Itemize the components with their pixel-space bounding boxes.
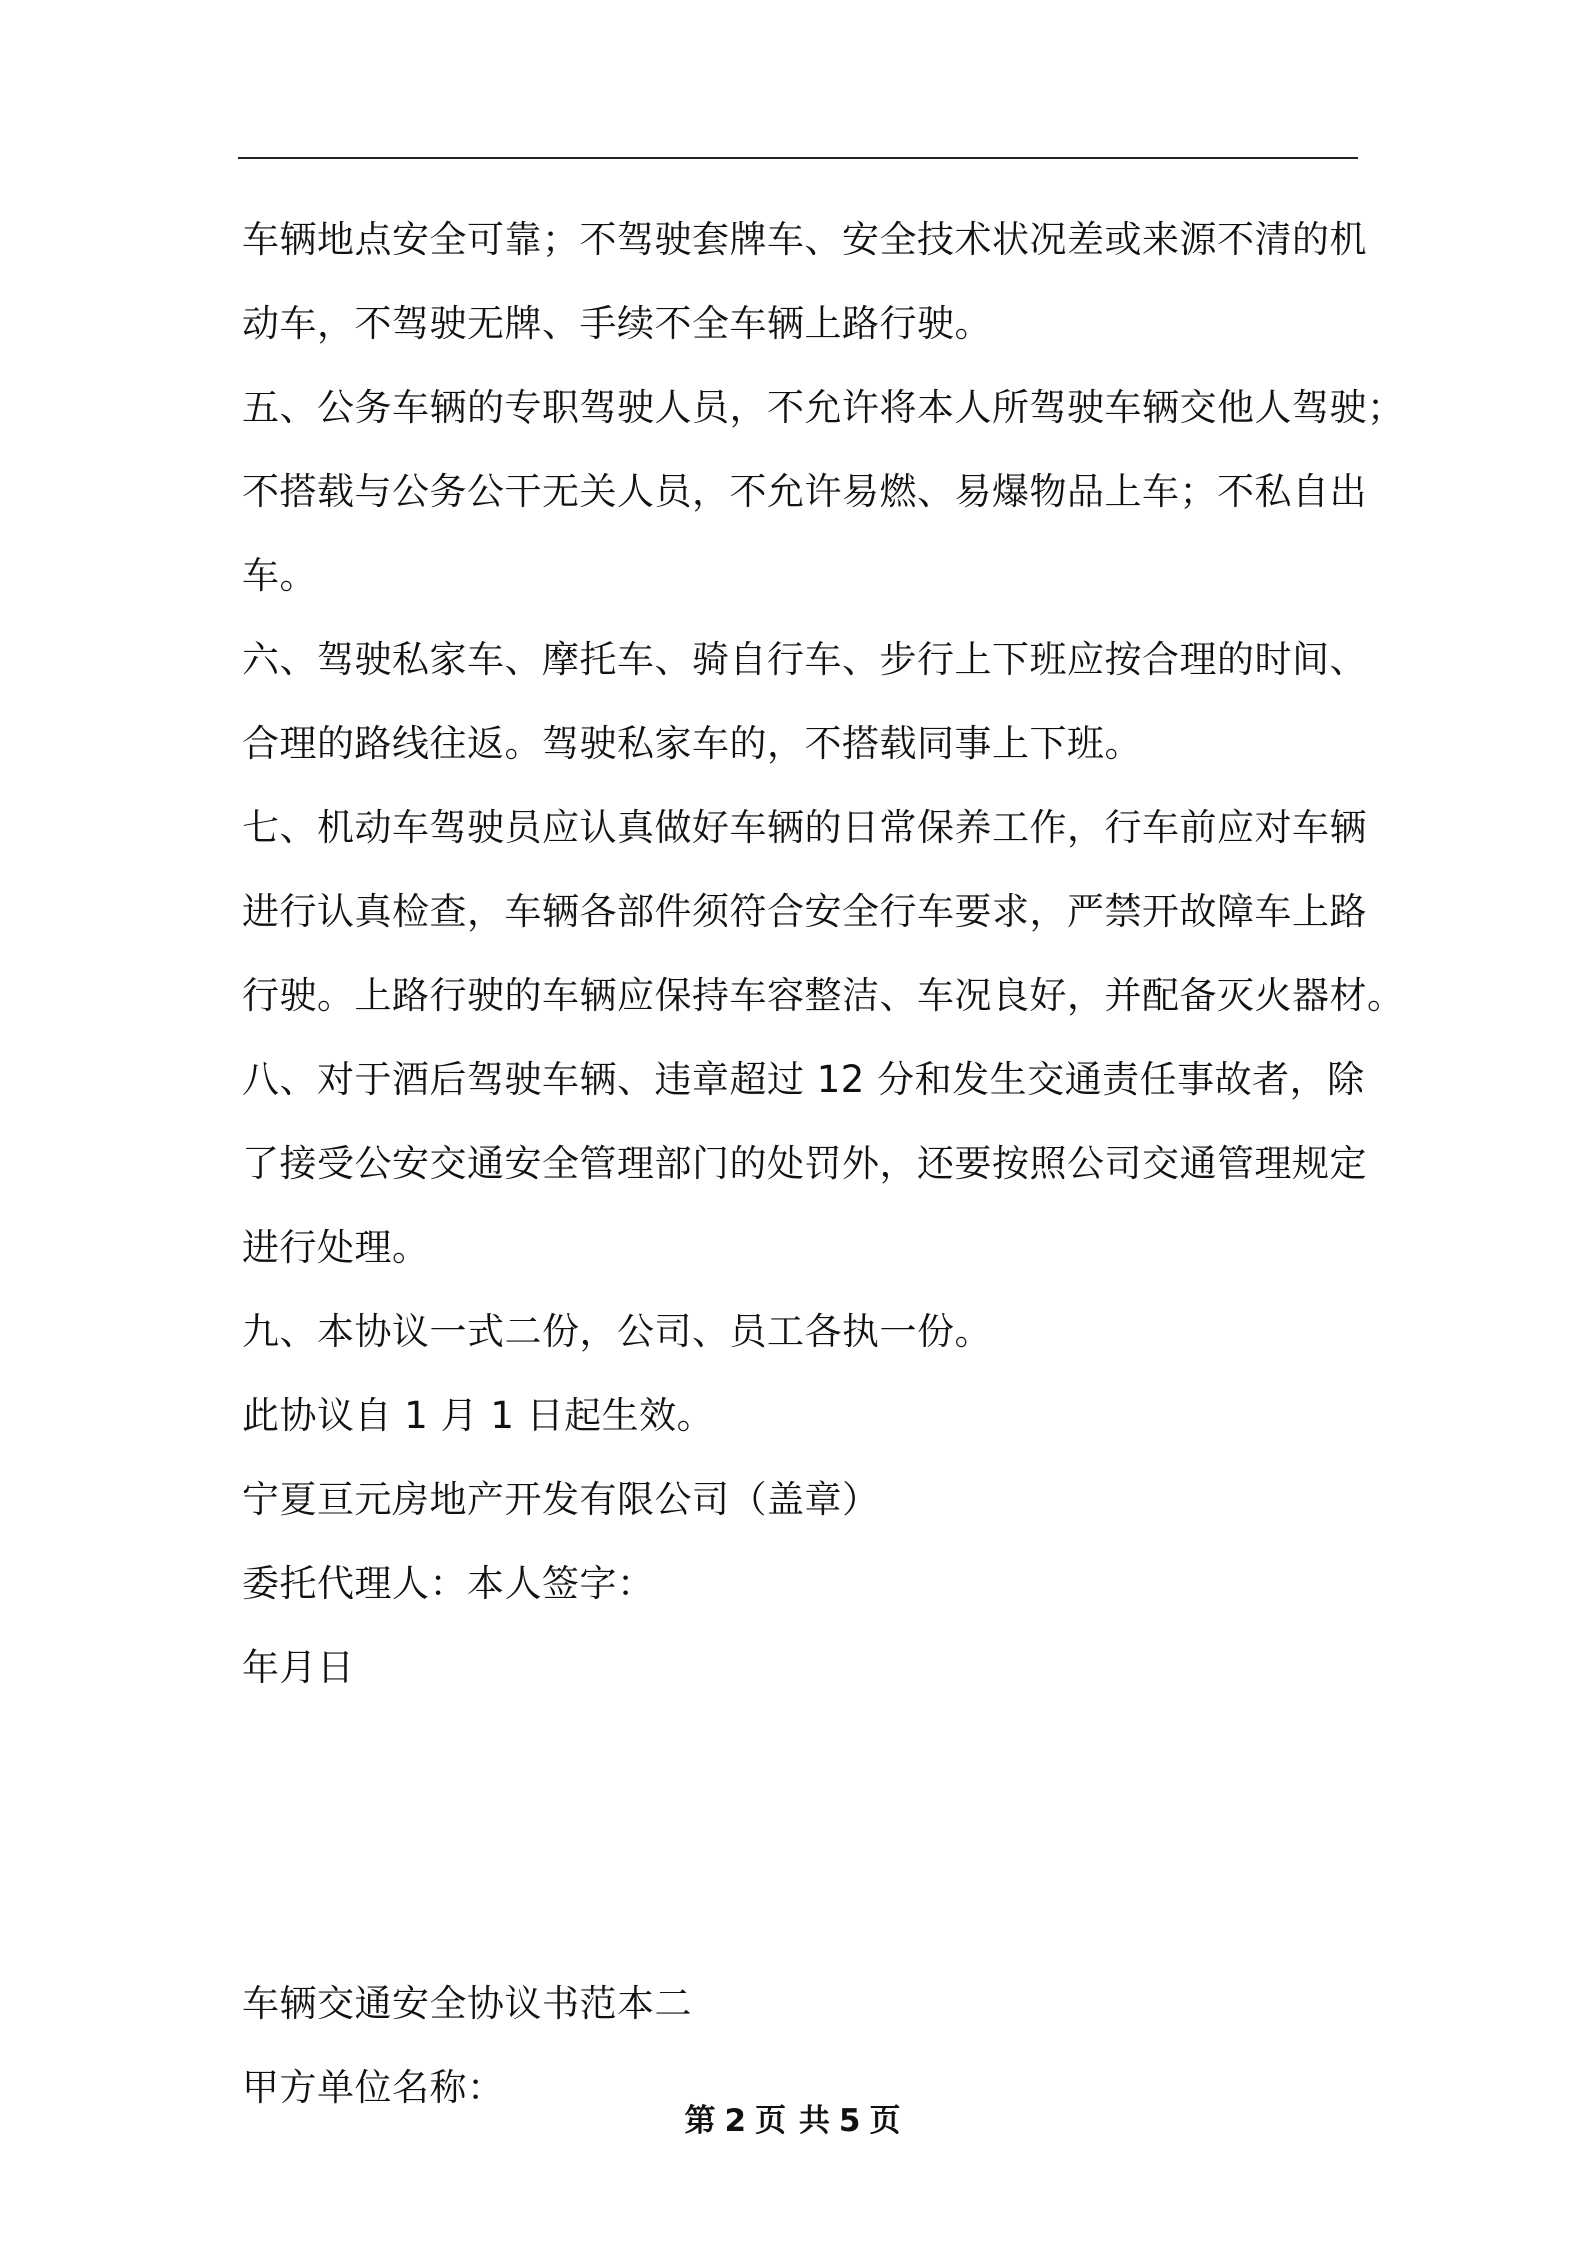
paragraph-line: 七、机动车驾驶员应认真做好车辆的日常保养工作，行车前应对车辆	[242, 806, 1367, 849]
paragraph-line: 六、驾驶私家车、摩托车、骑自行车、步行上下班应按合理的时间、	[242, 638, 1367, 681]
section-title: 车辆交通安全协议书范本二	[242, 1982, 692, 2025]
document-body	[242, 198, 1405, 2130]
section-gap	[242, 1710, 1362, 1962]
header-rule	[238, 157, 1358, 159]
paragraph-line: 行驶。上路行驶的车辆应保持车容整洁、车况良好，并配备灭火器材。	[242, 974, 1405, 1017]
paragraph-line: 五、公务车辆的专职驾驶人员，不允许将本人所驾驶车辆交他人驾驶；	[242, 386, 1405, 429]
footer-middle: 页 共	[755, 2103, 831, 2139]
footer-suffix: 页	[869, 2103, 902, 2139]
paragraph-line: 了接受公安交通安全管理部门的处罚外，还要按照公司交通管理规定	[242, 1142, 1367, 1185]
paragraph-line: 车。	[242, 554, 317, 597]
paragraph-line: 合理的路线往返。驾驶私家车的，不搭载同事上下班。	[242, 722, 1142, 765]
paragraph-line: 车辆地点安全可靠；不驾驶套牌车、安全技术状况差或来源不清的机	[242, 218, 1367, 261]
total-page-count: 5	[838, 2103, 862, 2139]
paragraph-line: 动车，不驾驶无牌、手续不全车辆上路行驶。	[242, 302, 992, 345]
effective-date-line: 此协议自 1 月 1 日起生效。	[242, 1394, 715, 1437]
paragraph-line: 九、本协议一式二份，公司、员工各执一份。	[242, 1310, 992, 1353]
company-seal-line: 宁夏亘元房地产开发有限公司（盖章）	[242, 1478, 880, 1521]
footer-prefix: 第	[684, 2103, 717, 2139]
signature-line: 委托代理人：本人签字：	[242, 1562, 655, 1605]
paragraph-line: 进行认真检查，车辆各部件须符合安全行车要求，严禁开故障车上路	[242, 890, 1367, 933]
current-page-number: 2	[724, 2103, 748, 2139]
page-number-footer	[0, 2095, 1586, 2140]
date-line: 年月日	[242, 1646, 355, 1689]
party-a-name-field: 甲方单位名称：	[242, 2066, 505, 2109]
paragraph-line: 进行处理。	[242, 1226, 430, 1269]
paragraph-line: 不搭载与公务公干无关人员，不允许易燃、易爆物品上车；不私自出	[242, 470, 1367, 513]
paragraph-line: 八、对于酒后驾驶车辆、违章超过 12 分和发生交通责任事故者，除	[242, 1058, 1365, 1101]
